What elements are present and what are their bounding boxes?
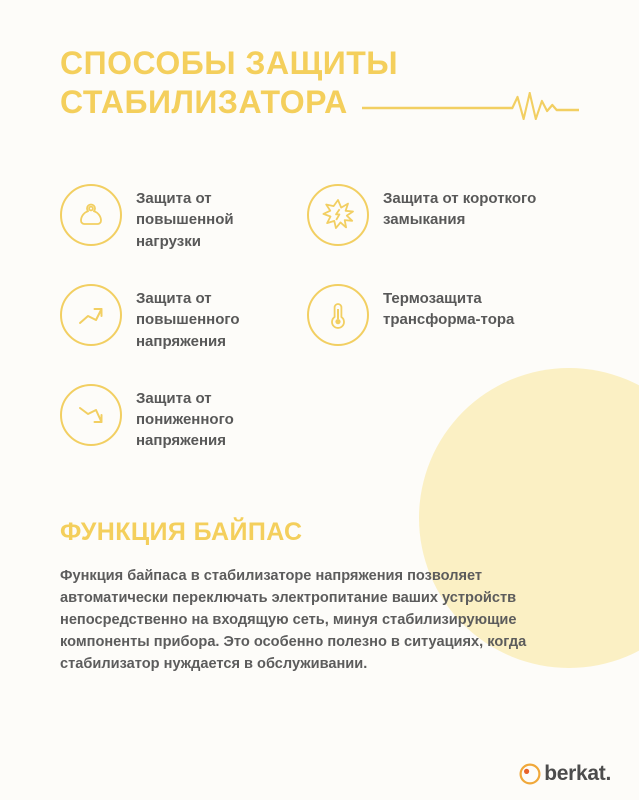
feature-item — [60, 384, 285, 452]
berkat-logo-text: berkat. — [544, 762, 611, 785]
berkat-logo-icon — [519, 763, 541, 785]
page-title-line-2: СТАБИЛИЗАТОРА — [60, 84, 348, 121]
feature-label: Защита от пониженного напряжения — [136, 389, 234, 450]
short-circuit-spark-icon — [307, 184, 369, 246]
waveform-squiggle-icon — [362, 91, 579, 121]
feature-label: Защита от повышенной нагрузки — [136, 190, 234, 250]
page-title — [60, 44, 579, 122]
thermometer-icon — [307, 284, 369, 346]
bypass-title: ФУНКЦИЯ БАЙПАС — [60, 517, 303, 546]
features-grid — [60, 184, 579, 452]
feature-label: Защита от повышенного напряжения — [136, 289, 240, 350]
footer-logo — [519, 762, 611, 786]
feature-label: Защита от короткого замыкания — [383, 190, 537, 229]
page-title-line-1: СПОСОБЫ ЗАЩИТЫ — [60, 45, 399, 81]
feature-item — [60, 284, 285, 352]
arrow-down-voltage-icon — [60, 384, 122, 446]
feature-item — [307, 184, 579, 252]
bypass-body: Функция байпаса в стабилизаторе напряжения позволяет автоматически переключать электропитание ваших устройств непосредственно на входящую сеть, минуя стабилизирующие компоненты прибора. Это особенно полезно в ситуациях, когда стабилизатор нуждается в обслуживании. — [60, 567, 527, 673]
bypass-section — [60, 518, 579, 676]
feature-item — [307, 284, 579, 352]
arrow-up-voltage-icon — [60, 284, 122, 346]
feature-label: Термозащита трансформа-тора — [383, 289, 515, 329]
weight-load-icon — [60, 184, 122, 246]
feature-item — [60, 184, 285, 252]
